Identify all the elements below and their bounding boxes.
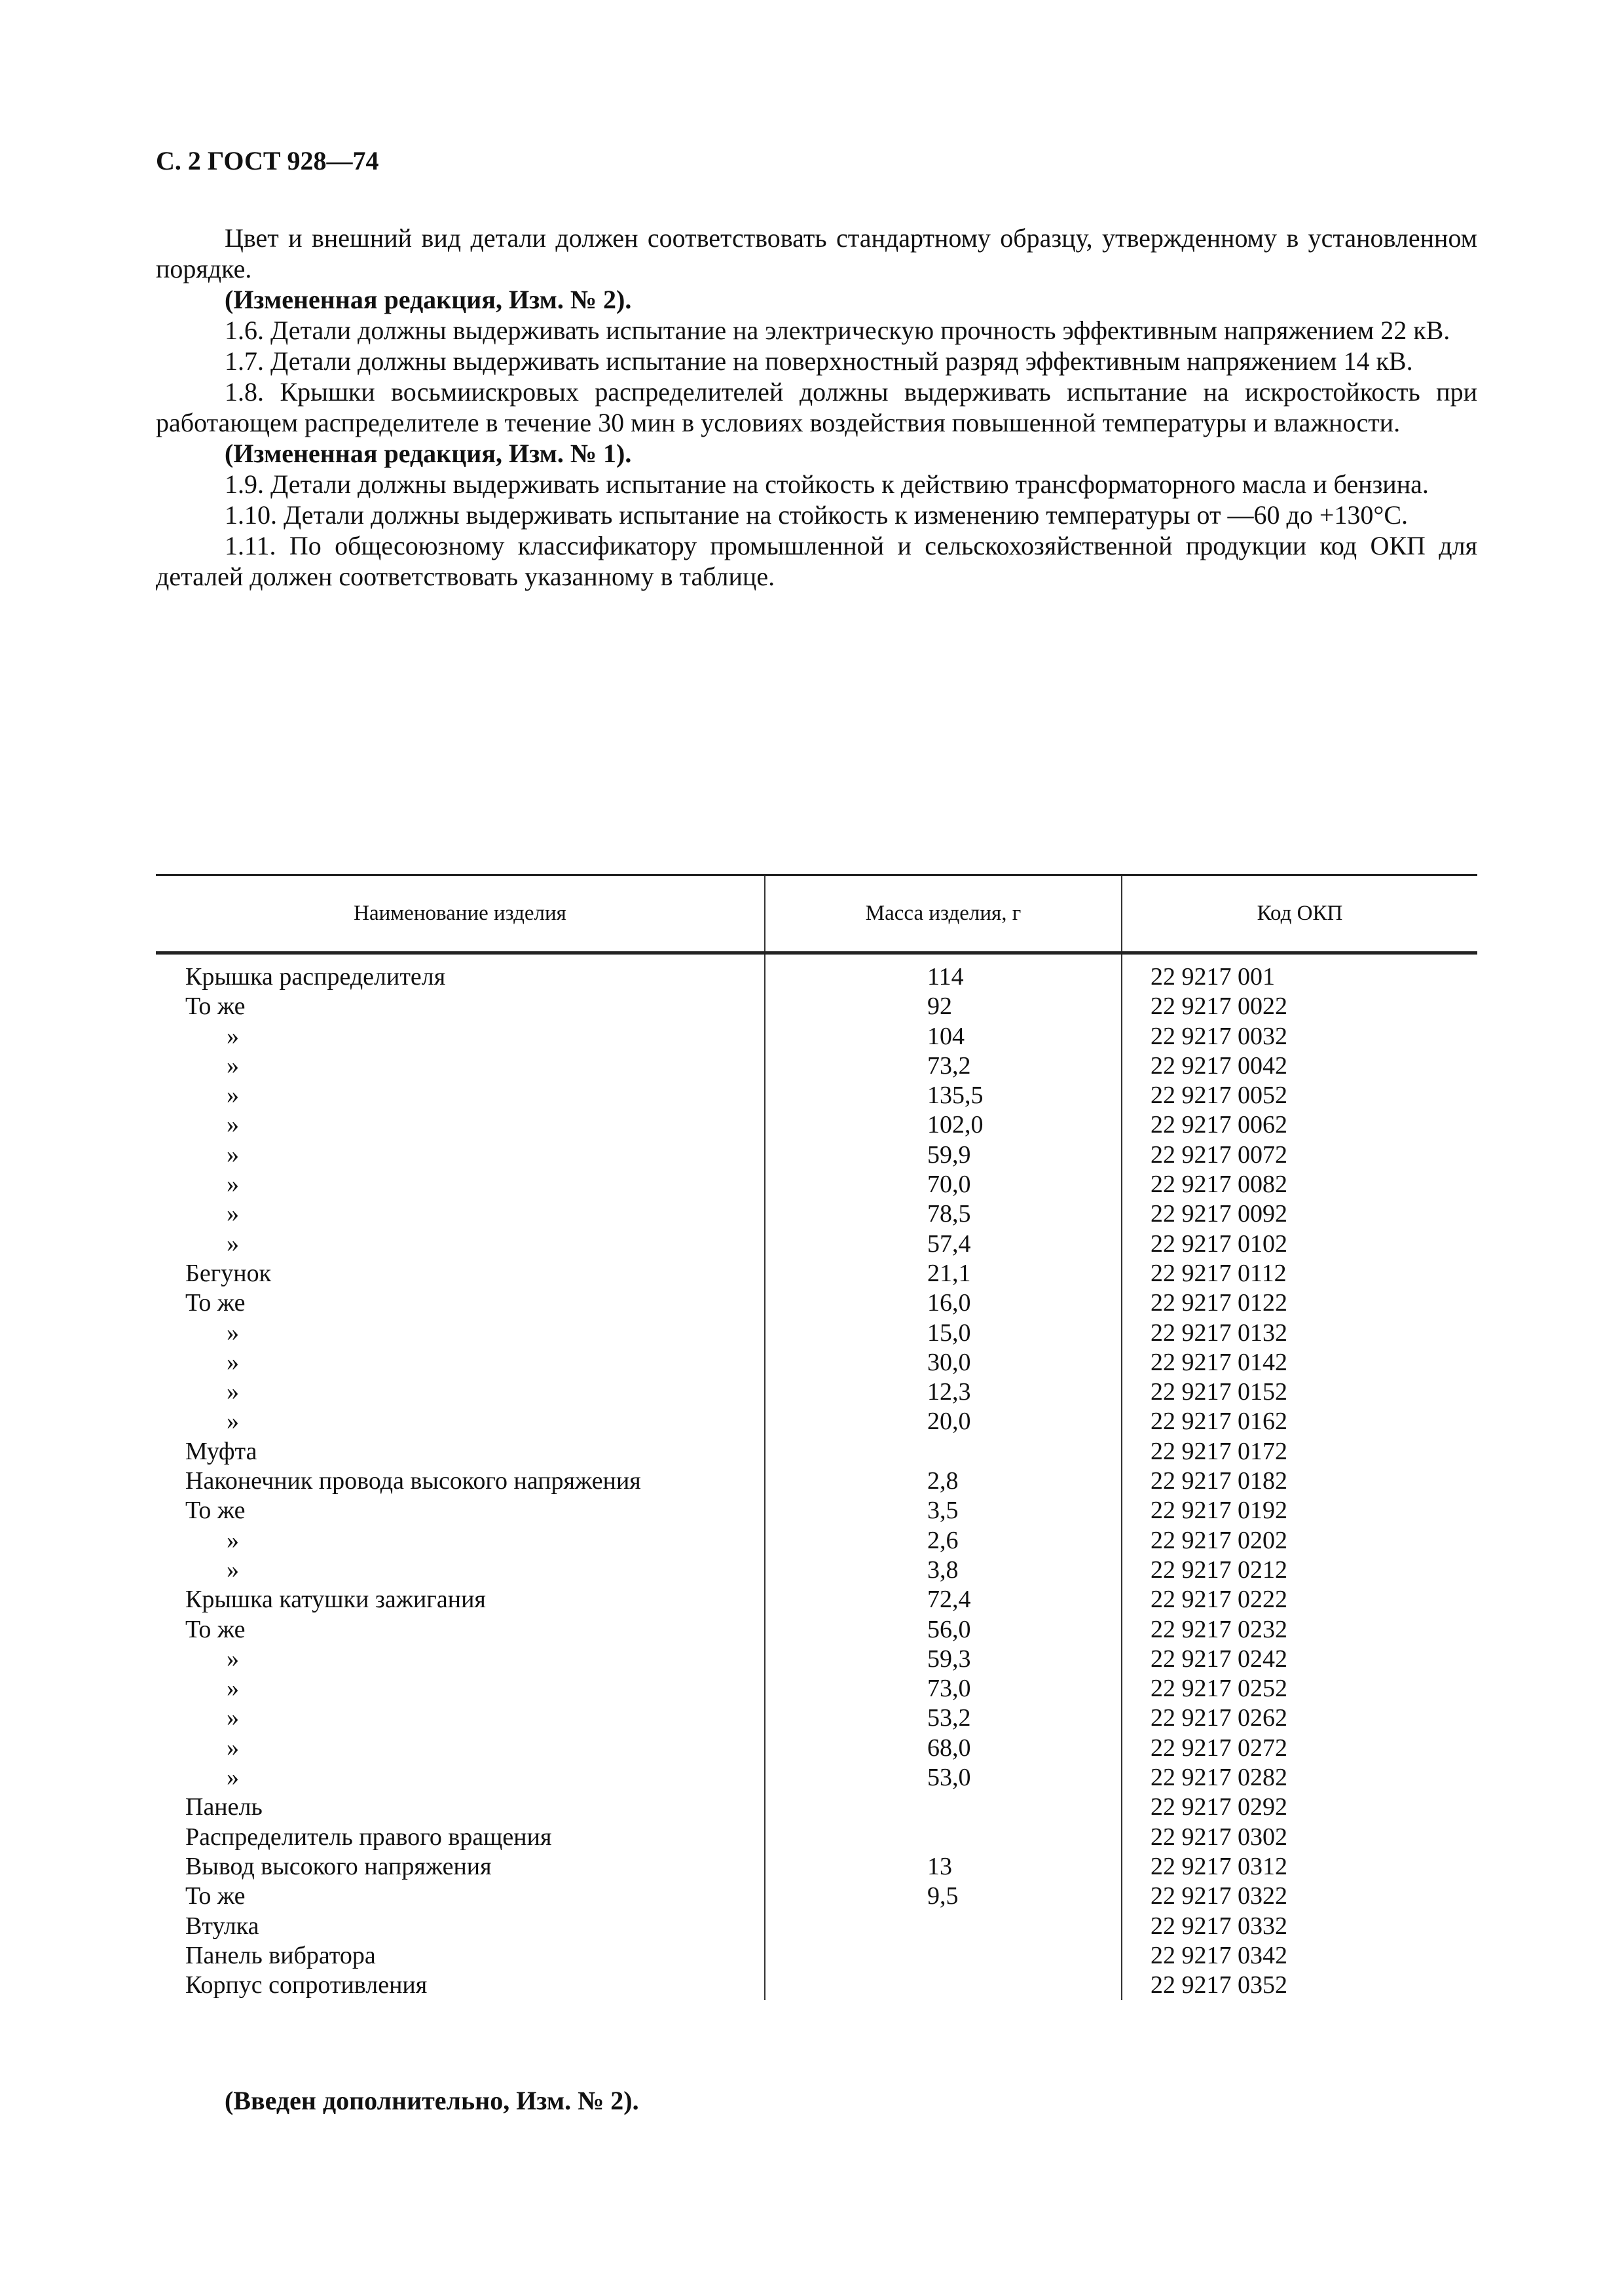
body-paragraph: Цвет и внешний вид детали должен соответствовать стандартному образцу, утвержденному в установленном порядке. bbox=[156, 223, 1477, 283]
okp-code-cell: 22 9217 0302 bbox=[1122, 1823, 1477, 1852]
okp-code-cell: 22 9217 0022 bbox=[1122, 992, 1477, 1021]
product-name-cell: » bbox=[227, 1556, 239, 1584]
body-paragraph: 1.10. Детали должны выдерживать испытание на стойкость к изменению температуры от —60 до +130°С. bbox=[225, 500, 1409, 530]
product-mass-cell: 73,2 bbox=[765, 1051, 1122, 1081]
okp-code-cell: 22 9217 0322 bbox=[1122, 1882, 1477, 1911]
table-header-row bbox=[156, 875, 1477, 953]
product-name-cell: То же bbox=[185, 1882, 246, 1910]
table-row bbox=[156, 1585, 1477, 1614]
okp-code-cell: 22 9217 0122 bbox=[1122, 1288, 1477, 1318]
okp-code-cell: 22 9217 0142 bbox=[1122, 1348, 1477, 1377]
product-name-cell: » bbox=[227, 1378, 239, 1406]
table-row bbox=[156, 1852, 1477, 1882]
product-mass-cell bbox=[765, 1912, 1122, 1941]
okp-code-cell: 22 9217 0052 bbox=[1122, 1081, 1477, 1110]
okp-code-cell: 22 9217 0202 bbox=[1122, 1526, 1477, 1556]
product-name-cell: » bbox=[227, 1526, 239, 1554]
product-name-cell: Муфта bbox=[185, 1437, 257, 1465]
table-row bbox=[156, 1496, 1477, 1525]
table-row bbox=[156, 1110, 1477, 1140]
product-name-cell: То же bbox=[185, 993, 246, 1021]
product-mass-cell: 3,8 bbox=[765, 1556, 1122, 1585]
table-row bbox=[156, 1170, 1477, 1199]
product-name-cell: Бегунок bbox=[185, 1259, 272, 1287]
okp-code-cell: 22 9217 0242 bbox=[1122, 1645, 1477, 1674]
product-mass-cell: 9,5 bbox=[765, 1882, 1122, 1911]
product-mass-cell: 56,0 bbox=[765, 1615, 1122, 1645]
product-name-cell: » bbox=[227, 1171, 239, 1199]
product-mass-cell: 13 bbox=[765, 1852, 1122, 1882]
table-row bbox=[156, 1348, 1477, 1377]
table-row bbox=[156, 1674, 1477, 1704]
product-name-cell: » bbox=[227, 1675, 239, 1703]
okp-code-cell: 22 9217 0342 bbox=[1122, 1941, 1477, 1971]
table-row bbox=[156, 1377, 1477, 1407]
table-body bbox=[156, 953, 1477, 2001]
product-mass-cell: 104 bbox=[765, 1022, 1122, 1051]
product-name-cell: Крышка катушки зажигания bbox=[185, 1586, 486, 1614]
table-row bbox=[156, 1763, 1477, 1793]
table-row bbox=[156, 992, 1477, 1021]
product-name-cell: » bbox=[227, 1348, 239, 1376]
okp-code-cell: 22 9217 0282 bbox=[1122, 1763, 1477, 1793]
okp-code-cell: 22 9217 0042 bbox=[1122, 1051, 1477, 1081]
okp-code-cell: 22 9217 0192 bbox=[1122, 1496, 1477, 1525]
table-row bbox=[156, 1259, 1477, 1288]
body-text bbox=[156, 223, 1477, 592]
product-name-cell: Панель bbox=[185, 1793, 263, 1821]
header-okp-code: Код ОКП bbox=[1122, 875, 1477, 953]
product-name-cell: Вывод высокого напряжения bbox=[185, 1852, 492, 1880]
product-mass-cell: 53,0 bbox=[765, 1763, 1122, 1793]
product-name-cell: Наконечник провода высокого напряжения bbox=[185, 1467, 641, 1495]
product-name-cell: » bbox=[227, 1111, 239, 1139]
product-mass-cell: 21,1 bbox=[765, 1259, 1122, 1288]
product-mass-cell: 16,0 bbox=[765, 1288, 1122, 1318]
product-mass-cell: 57,4 bbox=[765, 1230, 1122, 1259]
body-paragraph: 1.7. Детали должны выдерживать испытание на поверхностный разряд эффективным напряжением 14 кВ. bbox=[225, 346, 1413, 376]
okp-code-cell: 22 9217 0162 bbox=[1122, 1407, 1477, 1436]
body-paragraph: 1.9. Детали должны выдерживать испытание на стойкость к действию трансформаторного масла и бензина. bbox=[225, 469, 1429, 499]
table-row bbox=[156, 1526, 1477, 1556]
table-row bbox=[156, 1467, 1477, 1496]
table-row bbox=[156, 1882, 1477, 1911]
table-row bbox=[156, 1437, 1477, 1467]
product-mass-cell: 20,0 bbox=[765, 1407, 1122, 1436]
table-row bbox=[156, 1022, 1477, 1051]
product-mass-cell bbox=[765, 1941, 1122, 1971]
okp-code-cell: 22 9217 0172 bbox=[1122, 1437, 1477, 1467]
okp-code-cell: 22 9217 0152 bbox=[1122, 1377, 1477, 1407]
product-name-cell: » bbox=[227, 1764, 239, 1792]
product-mass-cell: 2,6 bbox=[765, 1526, 1122, 1556]
amendment-paragraph: (Измененная редакция, Изм. № 1). bbox=[225, 439, 632, 468]
table-row bbox=[156, 1407, 1477, 1436]
okp-code-cell: 22 9217 001 bbox=[1122, 953, 1477, 993]
page-header: С. 2 ГОСТ 928—74 bbox=[156, 146, 379, 175]
amendment-note: (Введен дополнительно, Изм. № 2). bbox=[225, 2086, 639, 2115]
product-name-cell: То же bbox=[185, 1497, 246, 1525]
okp-table-container bbox=[156, 874, 1477, 2000]
product-mass-cell: 68,0 bbox=[765, 1734, 1122, 1763]
okp-code-cell: 22 9217 0102 bbox=[1122, 1230, 1477, 1259]
product-mass-cell bbox=[765, 1793, 1122, 1822]
product-name-cell: То же bbox=[185, 1289, 246, 1317]
okp-code-cell: 22 9217 0312 bbox=[1122, 1852, 1477, 1882]
body-paragraph: 1.6. Детали должны выдерживать испытание на электрическую прочность эффективным напряжением 22 кВ. bbox=[225, 316, 1450, 345]
okp-code-cell: 22 9217 0072 bbox=[1122, 1140, 1477, 1170]
product-mass-cell bbox=[765, 1823, 1122, 1852]
okp-code-cell: 22 9217 0272 bbox=[1122, 1734, 1477, 1763]
okp-code-cell: 22 9217 0352 bbox=[1122, 1971, 1477, 2000]
product-name-cell: » bbox=[227, 1022, 239, 1050]
table-row bbox=[156, 1140, 1477, 1170]
product-mass-cell: 102,0 bbox=[765, 1110, 1122, 1140]
product-name-cell: » bbox=[227, 1082, 239, 1110]
table-row bbox=[156, 1615, 1477, 1645]
product-mass-cell: 135,5 bbox=[765, 1081, 1122, 1110]
product-mass-cell: 72,4 bbox=[765, 1585, 1122, 1614]
okp-code-cell: 22 9217 0212 bbox=[1122, 1556, 1477, 1585]
product-name-cell: » bbox=[227, 1645, 239, 1673]
okp-code-cell: 22 9217 0222 bbox=[1122, 1585, 1477, 1614]
okp-code-cell: 22 9217 0112 bbox=[1122, 1259, 1477, 1288]
table-row bbox=[156, 1230, 1477, 1259]
product-mass-cell: 59,3 bbox=[765, 1645, 1122, 1674]
table-row bbox=[156, 1199, 1477, 1229]
product-name-cell: » bbox=[227, 1200, 239, 1228]
okp-code-cell: 22 9217 0182 bbox=[1122, 1467, 1477, 1496]
product-name-cell: » bbox=[227, 1704, 239, 1732]
okp-code-cell: 22 9217 0232 bbox=[1122, 1615, 1477, 1645]
product-mass-cell: 53,2 bbox=[765, 1704, 1122, 1733]
product-name-cell: » bbox=[227, 1230, 239, 1258]
body-paragraph: 1.8. Крышки восьмиискровых распределителей должны выдерживать испытание на искростойкость при работающем распределителе в течение 30 мин в условиях воздействия повышенной температуры и влажности. bbox=[156, 377, 1477, 437]
table-row bbox=[156, 1912, 1477, 1941]
header-product-mass: Масса изделия, г bbox=[765, 875, 1122, 953]
product-mass-cell: 15,0 bbox=[765, 1319, 1122, 1348]
product-mass-cell: 70,0 bbox=[765, 1170, 1122, 1199]
okp-code-cell: 22 9217 0252 bbox=[1122, 1674, 1477, 1704]
product-name-cell: » bbox=[227, 1408, 239, 1436]
product-mass-cell: 3,5 bbox=[765, 1496, 1122, 1525]
okp-code-cell: 22 9217 0292 bbox=[1122, 1793, 1477, 1822]
table-row bbox=[156, 1645, 1477, 1674]
header-product-name: Наименование изделия bbox=[156, 875, 765, 953]
product-name-cell: Втулка bbox=[185, 1912, 259, 1940]
product-mass-cell bbox=[765, 1437, 1122, 1467]
table-row bbox=[156, 1704, 1477, 1733]
product-name-cell: » bbox=[227, 1734, 239, 1762]
table-row bbox=[156, 953, 1477, 993]
product-mass-cell bbox=[765, 1971, 1122, 2000]
table-row bbox=[156, 1556, 1477, 1585]
okp-code-cell: 22 9217 0082 bbox=[1122, 1170, 1477, 1199]
okp-code-cell: 22 9217 0092 bbox=[1122, 1199, 1477, 1229]
okp-code-table bbox=[156, 874, 1477, 2000]
product-name-cell: » bbox=[227, 1319, 239, 1347]
table-row bbox=[156, 1823, 1477, 1852]
okp-code-cell: 22 9217 0332 bbox=[1122, 1912, 1477, 1941]
product-mass-cell: 78,5 bbox=[765, 1199, 1122, 1229]
table-row bbox=[156, 1081, 1477, 1110]
table-row bbox=[156, 1051, 1477, 1081]
okp-code-cell: 22 9217 0062 bbox=[1122, 1110, 1477, 1140]
product-name-cell: То же bbox=[185, 1615, 246, 1643]
product-name-cell: Крышка распределителя bbox=[185, 963, 446, 991]
product-name-cell: Панель вибратора bbox=[185, 1941, 376, 1969]
okp-code-cell: 22 9217 0262 bbox=[1122, 1704, 1477, 1733]
product-name-cell: Распределитель правого вращения bbox=[185, 1823, 552, 1851]
table-row bbox=[156, 1793, 1477, 1822]
amendment-paragraph: (Измененная редакция, Изм. № 2). bbox=[225, 285, 632, 314]
table-row bbox=[156, 1941, 1477, 1971]
product-mass-cell: 30,0 bbox=[765, 1348, 1122, 1377]
product-mass-cell: 2,8 bbox=[765, 1467, 1122, 1496]
product-name-cell: Корпус сопротивления bbox=[185, 1971, 428, 1999]
product-mass-cell: 59,9 bbox=[765, 1140, 1122, 1170]
product-mass-cell: 73,0 bbox=[765, 1674, 1122, 1704]
okp-code-cell: 22 9217 0032 bbox=[1122, 1022, 1477, 1051]
product-mass-cell: 114 bbox=[765, 953, 1122, 993]
table-row bbox=[156, 1734, 1477, 1763]
table-row bbox=[156, 1288, 1477, 1318]
product-mass-cell: 92 bbox=[765, 992, 1122, 1021]
body-paragraph: 1.11. По общесоюзному классификатору промышленной и сельскохозяйственной продукции код ОКП для деталей должен соответствовать указанному в таблице. bbox=[156, 531, 1477, 591]
product-mass-cell: 12,3 bbox=[765, 1377, 1122, 1407]
okp-code-cell: 22 9217 0132 bbox=[1122, 1319, 1477, 1348]
product-name-cell: » bbox=[227, 1140, 239, 1169]
table-row bbox=[156, 1319, 1477, 1348]
product-name-cell: » bbox=[227, 1051, 239, 1080]
table-row bbox=[156, 1971, 1477, 2000]
